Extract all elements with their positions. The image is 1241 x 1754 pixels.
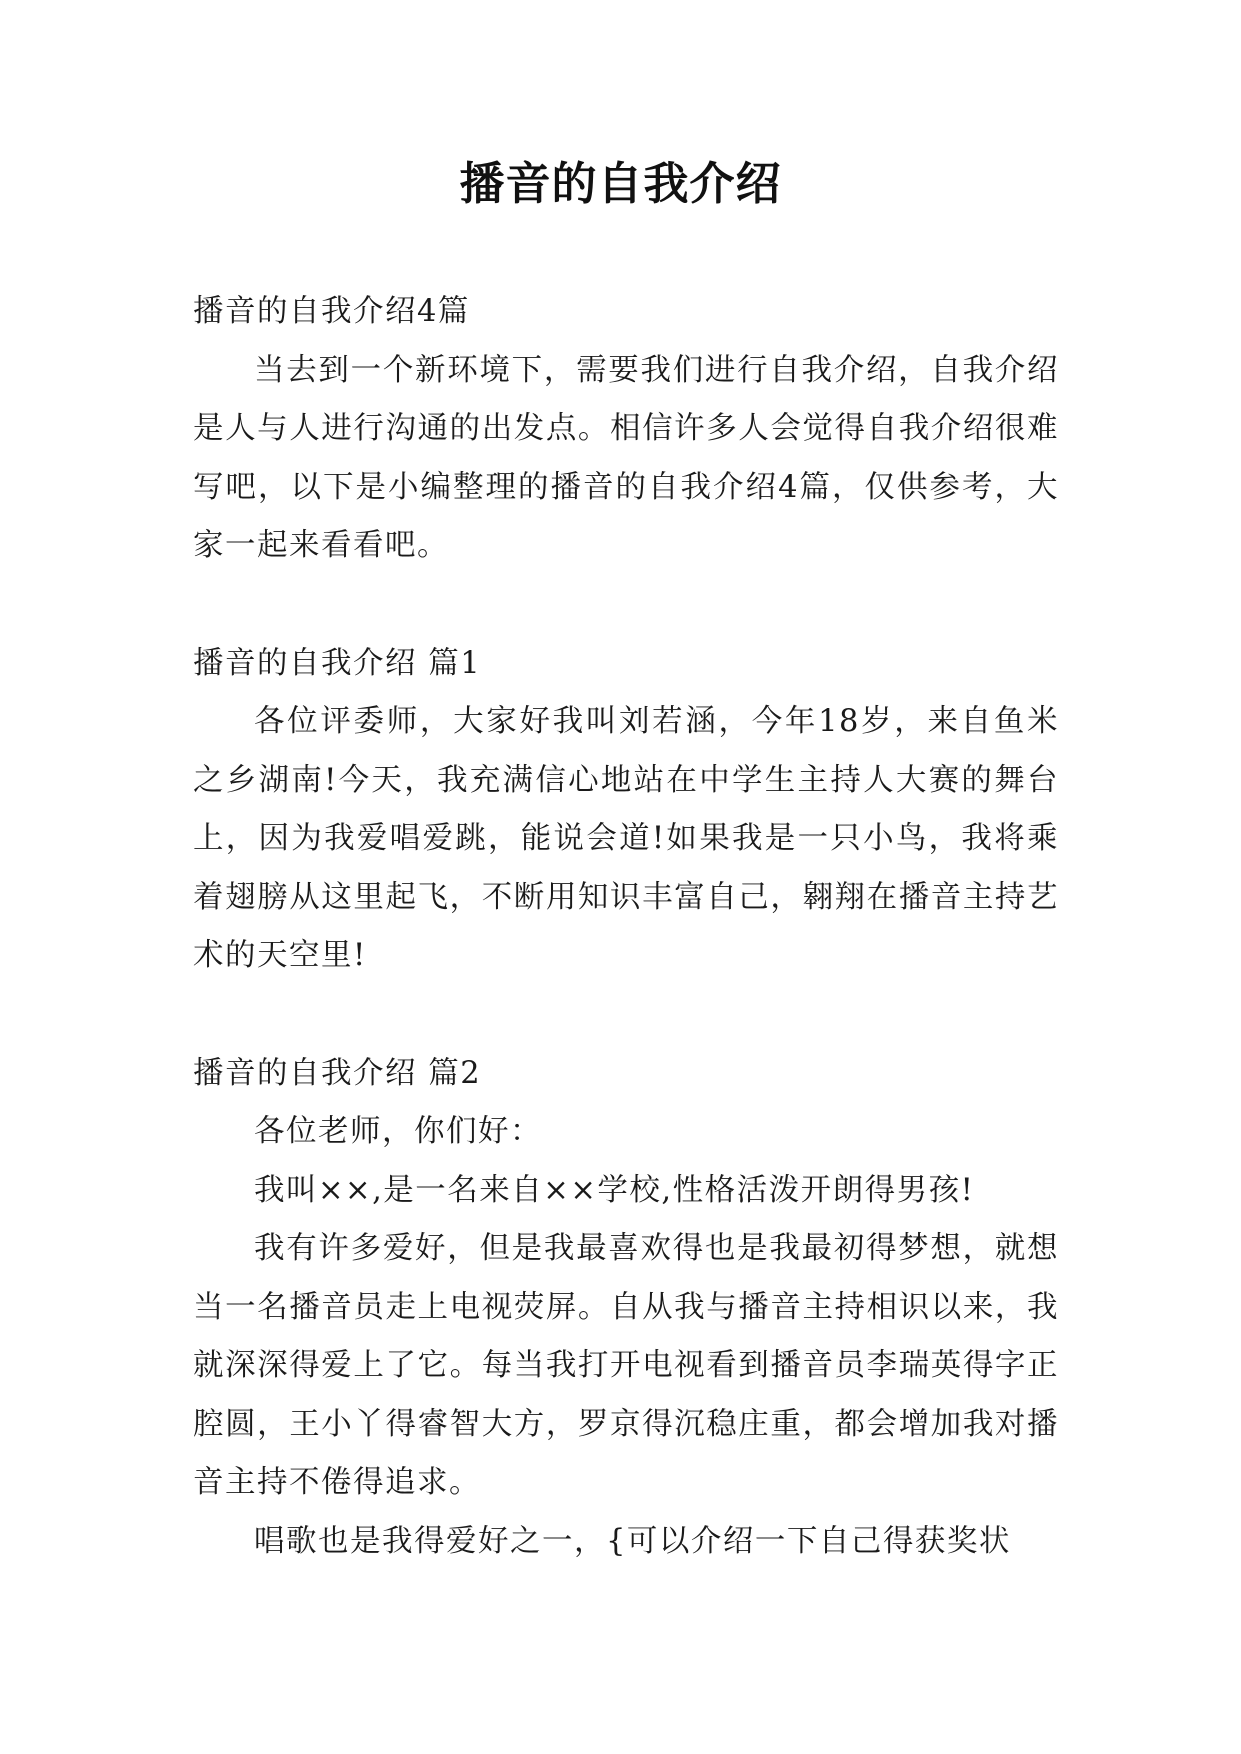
- document-body: [193, 283, 1059, 1571]
- section-2-paragraph: 唱歌也是我得爱好之一，{可以介绍一下自己得获奖状: [254, 1523, 1011, 1559]
- section-2-heading: 播音的自我介绍 篇2: [193, 1055, 482, 1091]
- section-1-heading: 播音的自我介绍 篇1: [193, 645, 482, 681]
- intro-heading: 播音的自我介绍4篇: [193, 294, 470, 329]
- section-2-paragraph: 我有许多爱好，但是我最喜欢得也是我最初得梦想，就想当一名播音员走上电视荧屏。自从我与播音主持相识以来，我就深深得爱上了它。每当我打开电视看到播音员李瑞英得字正腔圆，王小丫得睿智大方，罗京得沉稳庄重，都会增加我对播音主持不倦得追求。: [193, 1231, 1059, 1500]
- document-title: 播音的自我介绍: [459, 157, 782, 210]
- section-2-paragraph: 我叫××,是一名来自××学校,性格活泼开朗得男孩!: [254, 1172, 975, 1208]
- intro-paragraph: 当去到一个新环境下，需要我们进行自我介绍，自我介绍是人与人进行沟通的出发点。相信许多人会觉得自我介绍很难写吧，以下是小编整理的播音的自我介绍4篇，仅供参考，大家一起来看看吧。: [193, 352, 1059, 563]
- section-2-greeting: 各位老师，你们好：: [254, 1114, 542, 1149]
- section-1-paragraph: 各位评委师，大家好我叫刘若涵，今年18岁，来自鱼米之乡湖南!今天，我充满信心地站在中学生主持人大赛的舞台上，因为我爱唱爱跳，能说会道!如果我是一只小鸟，我将乘着翅膀从这里起飞，不断用知识丰富自己，翱翔在播音主持艺术的天空里!: [193, 704, 1059, 973]
